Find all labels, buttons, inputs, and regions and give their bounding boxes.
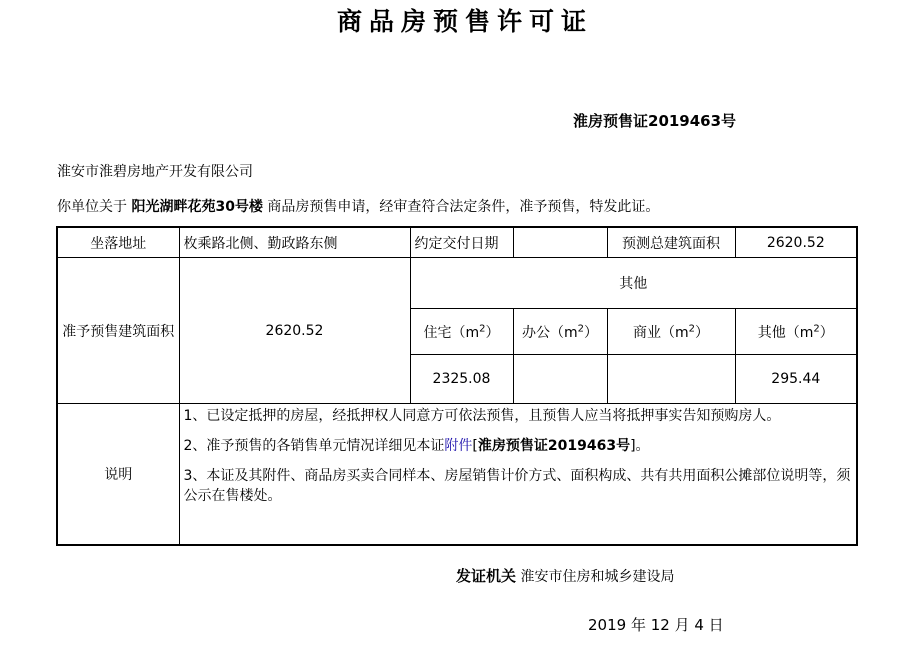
certificate-number: 淮房预售证2019463号 — [573, 112, 737, 130]
location-value: 枚乘路北侧、勤政路东侧 — [179, 227, 410, 258]
col-commercial: 商业$(m^2)$ — [607, 309, 735, 355]
issuer-label: 发证机关 — [456, 567, 517, 585]
issue-date: 2019 年 12 月 4 日 — [588, 616, 724, 634]
note-3: 3、本证及其附件、商品房买卖合同样本、房屋销售计价方式、面积构成、共有共用面积公摊部位说明等，须公示在售楼处。 — [183, 468, 851, 504]
intro-suffix: 商品房预售申请，经审查符合法定条件，准予预售，特发此证。 — [267, 199, 660, 215]
approved-area-label: 准予预售建筑面积 — [57, 258, 179, 404]
total-area-value: 2620.52 — [735, 227, 857, 258]
issuing-authority — [456, 565, 674, 586]
col-other: 其他$(m^2)$ — [735, 309, 857, 355]
value-other: 295.44 — [735, 355, 857, 404]
value-office — [513, 355, 607, 404]
approved-area-value: 2620.52 — [179, 258, 410, 404]
value-residential: 2325.08 — [410, 355, 513, 404]
other-group-header: 其他 — [410, 258, 857, 309]
col-residential: 住宅$(m^2)$ — [410, 309, 513, 355]
permit-table — [56, 226, 858, 546]
intro-text — [57, 196, 659, 216]
notes-content — [179, 404, 857, 546]
value-commercial — [607, 355, 735, 404]
note-2: 2、准予预售的各销售单元情况详细见本证附件[淮房预售证2019463号]。 — [183, 438, 650, 454]
issuer-name: 淮安市住房和城乡建设局 — [520, 569, 675, 585]
company-name: 淮安市淮碧房地产开发有限公司 — [57, 164, 253, 180]
delivery-date-value — [513, 227, 607, 258]
location-label: 坐落地址 — [57, 227, 179, 258]
page-title: 商品房预售许可证 — [336, 7, 593, 36]
delivery-date-label: 约定交付日期 — [410, 227, 513, 258]
note-2-cert-number: 淮房预售证2019463号 — [477, 438, 631, 454]
intro-prefix: 你单位关于 — [57, 199, 127, 215]
total-area-label: 预测总建筑面积 — [607, 227, 735, 258]
project-name: 阳光湖畔花苑30号楼 — [131, 199, 263, 215]
note-1: 1、已设定抵押的房屋，经抵押权人同意方可依法预售，且预售人应当将抵押事实告知预购房人。 — [183, 408, 781, 424]
attachment-link[interactable]: 附件 — [444, 438, 473, 454]
notes-label: 说明 — [57, 404, 179, 546]
col-office: 办公$(m^2)$ — [513, 309, 607, 355]
